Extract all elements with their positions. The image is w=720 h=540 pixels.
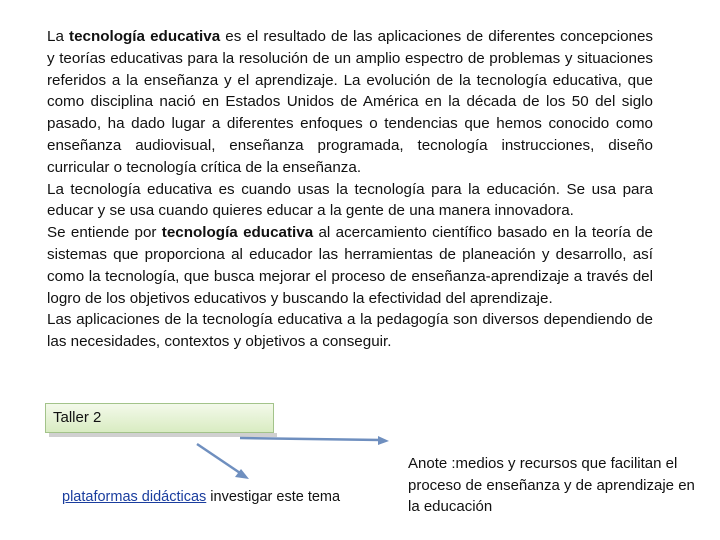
p1-prefix: La <box>47 28 70 45</box>
left-note-text: investigar este tema <box>206 489 341 505</box>
p3-rest: al acercamiento científico basado en la teoría de sistemas que proporciona al educador las herramientas de planeación y desarrollo, así como la tecnología, que busca mejorar el proceso de enseñanza-aprendizaje a través del logro de los objetivos educativos y buscando la efectividad del aprendizaje. <box>47 224 653 307</box>
p1-bold-term: tecnología educativa <box>69 28 221 45</box>
left-note <box>62 489 340 505</box>
p3-bold-term: tecnología educativa <box>161 224 314 242</box>
right-note: Anote :medios y recursos que facilitan el proceso de enseñanza y de aprendizaje en la educación <box>408 455 695 515</box>
p3-prefix: Se entiende por <box>47 224 162 242</box>
plataformas-link[interactable]: plataformas didácticas <box>62 489 207 505</box>
paragraph-2: La tecnología educativa es cuando usas la tecnología para la educación. Se usa para educar y se usa cuando quieres educar a la gente de una manera innovadora. <box>47 180 653 220</box>
arrow-left <box>197 444 243 475</box>
taller-label: Taller 2 <box>53 409 102 426</box>
p1-rest: es el resultado de las aplicaciones de diferentes concepciones y teorías educativas para la resolución de un amplio espectro de problemas y situaciones referidos a la enseñanza y el aprendizaje. La evolución de la tecnología educativa, que como disciplina nació en Estados Unidos de América en la década de los 50 del siglo pasado, ha dado lugar a diferentes enfoques o tendencias que hemos conocido como enseñanza audiovisual, enseñanza programada, tecnología instrucciones, diseño curricular o tecnología crítica de la enseñanza. <box>47 28 653 176</box>
paragraph-4: Las aplicaciones de la tecnología educativa a la pedagogía son diversos dependiendo de las necesidades, contextos y objetivos a conseguir. <box>47 311 653 351</box>
arrow-right-head <box>378 436 389 445</box>
arrow-right <box>240 438 381 440</box>
